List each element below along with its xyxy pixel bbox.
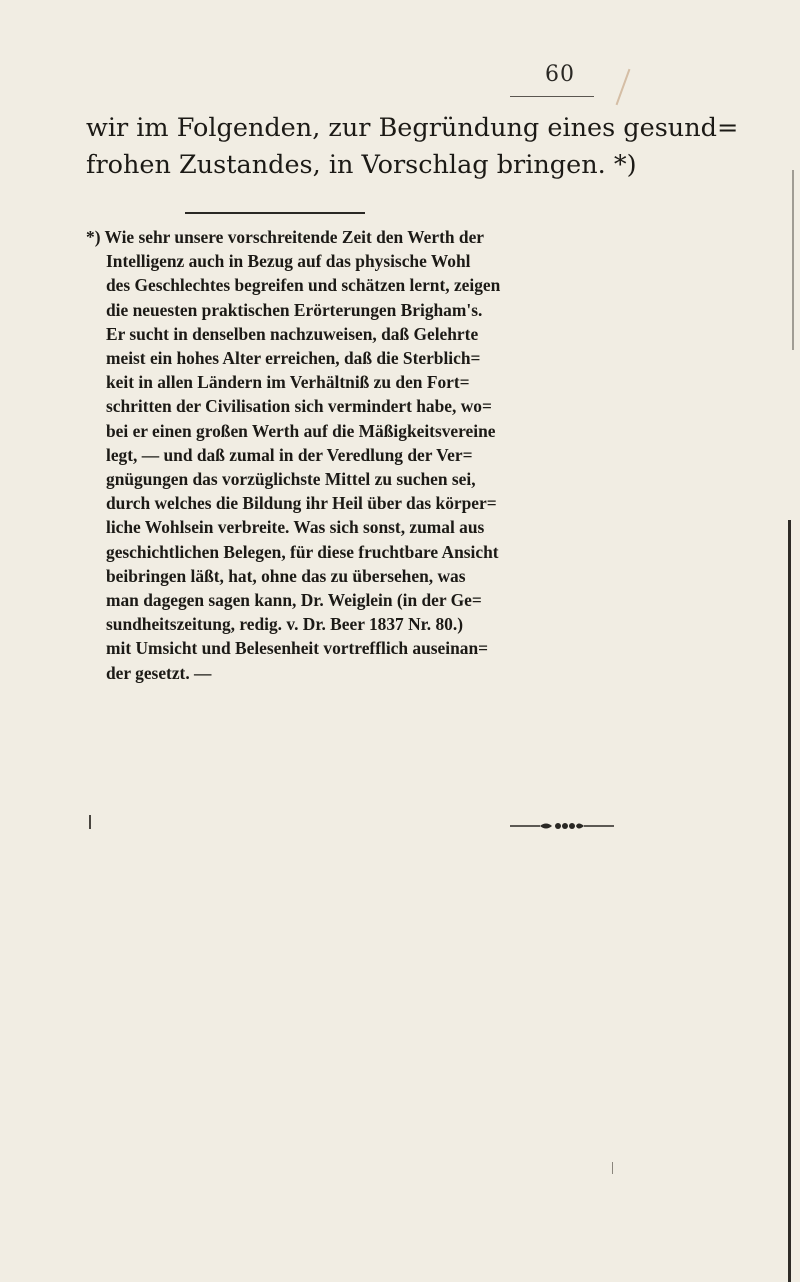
footnote-line: keit in allen Ländern im Verhältniß zu den Fort= bbox=[106, 372, 470, 393]
footnote-line: sundheitszeitung, redig. v. Dr. Beer 1837 Nr. 80.) bbox=[106, 614, 464, 635]
footnote-line: gnügungen das vorzüglichste Mittel zu suchen sei, bbox=[106, 469, 476, 490]
footnote-line: des Geschlechtes begreifen und schätzen lernt, zeigen bbox=[106, 275, 501, 296]
footnote-line: *) Wie sehr unsere vorschreitende Zeit den Werth der bbox=[86, 227, 485, 247]
page-number: 60 bbox=[545, 62, 575, 87]
footnote-line: Er sucht in denselben nachzuweisen, daß Gelehrte bbox=[106, 323, 479, 344]
main-text bbox=[86, 110, 786, 184]
page-number-rule bbox=[510, 96, 594, 97]
footnote-line: mit Umsicht und Belesenheit vortrefflich auseinan= bbox=[106, 638, 489, 659]
margin-mark bbox=[612, 1162, 613, 1174]
footnote-line: die neuesten praktischen Erörterungen Brigham's. bbox=[106, 299, 483, 320]
footnote-line: der gesetzt. — bbox=[106, 662, 212, 683]
page-edge bbox=[788, 520, 791, 1282]
end-ornament bbox=[510, 819, 614, 833]
pencil-mark bbox=[616, 69, 631, 105]
main-text-line: frohen Zustandes, in Vorschlag bringen. *) bbox=[86, 150, 637, 180]
footnote-line: legt, — und daß zumal in der Veredlung der Ver= bbox=[106, 444, 473, 465]
footnote-line: bei er einen großen Werth auf die Mäßigkeitsvereine bbox=[106, 420, 496, 441]
footnote-separator bbox=[185, 212, 365, 214]
footnote-line: meist ein hohes Alter erreichen, daß die Sterblich= bbox=[106, 348, 481, 369]
footnote-line: liche Wohlsein verbreite. Was sich sonst, zumal aus bbox=[106, 517, 485, 538]
main-text-line: wir im Folgenden, zur Begründung eines gesund= bbox=[86, 113, 739, 143]
margin-mark bbox=[89, 815, 91, 829]
footnote-line: man dagegen sagen kann, Dr. Weiglein (in der Ge= bbox=[106, 590, 482, 611]
footnote bbox=[86, 225, 782, 685]
page-edge bbox=[792, 170, 794, 350]
footnote-line: schritten der Civilisation sich vermindert habe, wo= bbox=[106, 396, 492, 417]
footnote-line: beibringen läßt, hat, ohne das zu übersehen, was bbox=[106, 565, 466, 586]
footnote-line: Intelligenz auch in Bezug auf das physische Wohl bbox=[106, 251, 471, 272]
footnote-line: geschichtlichen Belegen, für diese fruchtbare Ansicht bbox=[106, 541, 499, 562]
footnote-line: durch welches die Bildung ihr Heil über das körper= bbox=[106, 493, 497, 514]
